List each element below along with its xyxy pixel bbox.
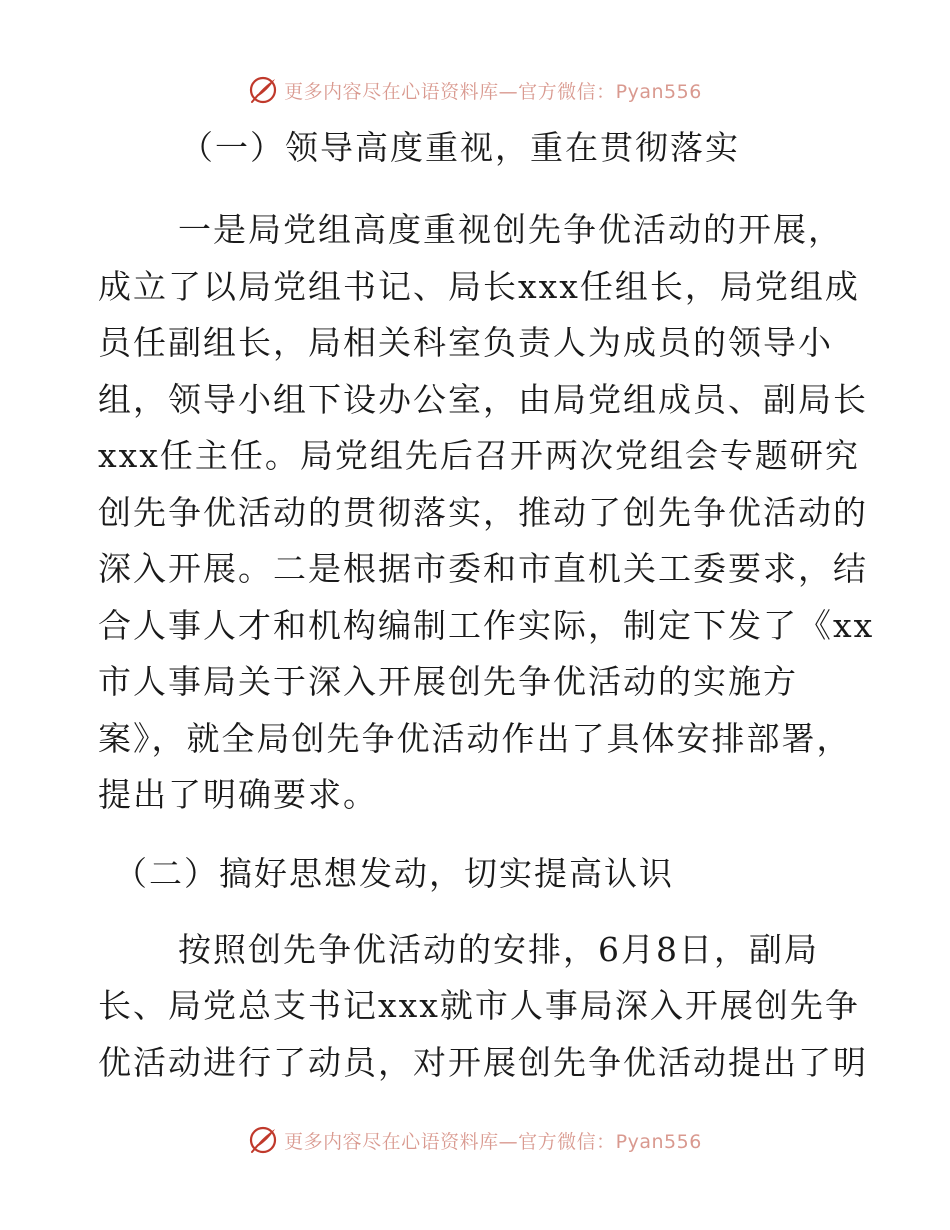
section-heading-1: （一）领导高度重视，重在贯彻落实 — [180, 128, 740, 167]
watermark-text: 更多内容尽在心语资料库—官方微信：Pyan556 — [284, 80, 702, 103]
text-line: 一是局党组高度重视创先争优活动的开展， — [178, 210, 843, 249]
feather-pen-logo-icon — [248, 75, 278, 105]
watermark-text: 更多内容尽在心语资料库—官方微信：Pyan556 — [284, 1130, 702, 1153]
header-watermark — [0, 70, 950, 110]
text-line: 创先争优活动的贯彻落实，推动了创先争优活动的 — [98, 492, 868, 532]
text-line: 组，领导小组下设办公室，由局党组成员、副局长 — [98, 379, 868, 419]
text-line: 提出了明确要求。 — [98, 775, 378, 814]
text-line: 市人事局关于深入开展创先争优活动的实施方 — [98, 662, 798, 701]
footer-watermark — [0, 1120, 950, 1160]
document-body — [98, 120, 875, 1091]
text-line: 优活动进行了动员，对开展创先争优活动提出了明 — [98, 1042, 868, 1082]
paragraph-2 — [98, 922, 868, 1092]
text-line: 深入开展。二是根据市委和市直机关工委要求，结 — [98, 549, 868, 588]
text-line: 合人事人才和机构编制工作实际，制定下发了《xx — [98, 605, 875, 645]
paragraph-1 — [98, 202, 875, 824]
text-line: 成立了以局党组书记、局长xxx任组长，局党组成 — [98, 266, 860, 306]
text-line: 案》，就全局创先争优活动作出了具体安排部署， — [98, 718, 852, 758]
text-line: xxx任主任。局党组先后召开两次党组会专题研究 — [98, 436, 860, 475]
feather-pen-logo-icon — [248, 1125, 278, 1155]
section-heading-2: （二）搞好思想发动，切实提高认识 — [114, 853, 674, 893]
text-line: 按照创先争优活动的安排，6月8日，副局 — [178, 929, 819, 969]
text-line: 员任副组长，局相关科室负责人为成员的领导小 — [98, 323, 833, 362]
text-line: 长、局党总支书记xxx就市人事局深入开展创先争 — [98, 986, 860, 1025]
